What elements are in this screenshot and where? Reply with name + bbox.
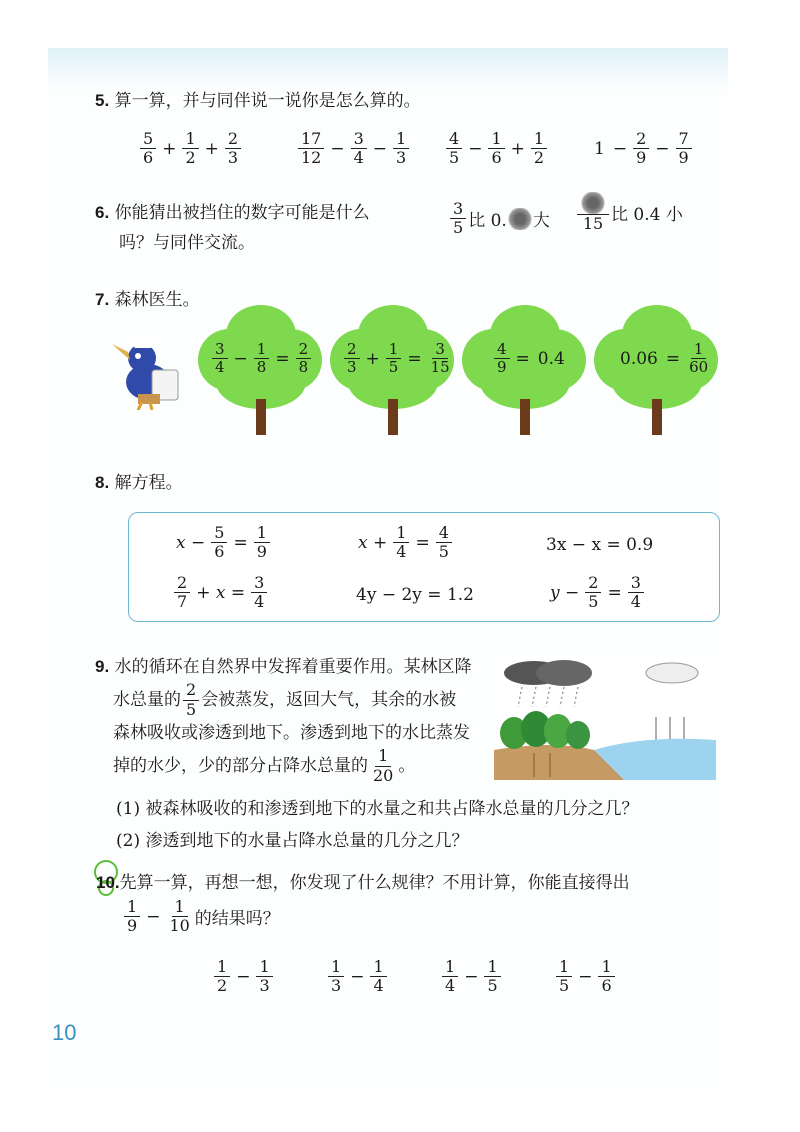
- fraction-denominator: 9: [127, 916, 138, 936]
- q10-text: 先算一算，再想一想，你发现了什么规律？不用计算，你能直接得出: [119, 873, 630, 893]
- q9-line-1: 水的循环在自然界中发挥着重要作用。某林区降: [114, 657, 472, 677]
- operator: −: [146, 906, 161, 927]
- hidden-numerator: [577, 192, 609, 215]
- fraction-denominator: 6: [143, 148, 154, 168]
- fraction-numerator: 3: [432, 341, 448, 359]
- fraction-denominator: 9: [636, 148, 647, 168]
- fraction-denominator: 4: [353, 148, 364, 168]
- operator: −: [350, 966, 365, 987]
- q7-number: 7.: [95, 290, 110, 309]
- fraction-numerator: 1: [556, 958, 572, 977]
- fraction-denominator: 15: [430, 358, 450, 377]
- fraction-denominator: 60: [689, 358, 709, 377]
- equals-sign: =: [607, 582, 622, 603]
- fraction-numerator: 17: [298, 130, 324, 149]
- header-band: [48, 48, 728, 90]
- fraction-denominator: 3: [259, 976, 270, 996]
- q10-line-2-text: 的结果吗？: [194, 909, 280, 930]
- equation-6: [546, 574, 646, 612]
- fraction-denominator: 9: [256, 542, 267, 562]
- fraction-numerator: 2: [174, 574, 190, 593]
- fraction-numerator: 2: [183, 681, 199, 700]
- fraction-denominator: 12: [301, 148, 322, 168]
- fraction-denominator: 2: [533, 148, 545, 168]
- operator: −: [236, 966, 251, 987]
- ink-blot-icon: [580, 192, 606, 214]
- fraction-numerator: 1: [691, 341, 707, 359]
- fraction-numerator: 4: [436, 524, 452, 543]
- fraction-denominator: 4: [445, 976, 456, 996]
- operator: −: [330, 138, 345, 159]
- fraction-denominator: 7: [177, 592, 188, 612]
- fraction-numerator: 1: [375, 747, 391, 766]
- fraction-numerator: 3: [351, 130, 367, 149]
- fraction-numerator: 1: [393, 130, 409, 149]
- equation-1: [172, 524, 272, 562]
- q9-number: 9.: [95, 657, 110, 676]
- q10-expression-4: [554, 958, 617, 996]
- q6-line-1: 你能猜出被挡住的数字可能是什么: [114, 203, 370, 223]
- operator: +: [204, 138, 219, 159]
- q5-number: 5.: [95, 91, 110, 110]
- water-cycle-illustration: [494, 655, 716, 780]
- fraction-denominator: 5: [449, 148, 460, 168]
- q8-heading: [95, 468, 183, 493]
- fraction-denominator: 2: [185, 148, 196, 168]
- q9-sub-question-1: (1) 被森林吸收的和渗透到地下的水量之和共占降水总量的几分之几？: [116, 799, 639, 819]
- q6-item-1-text: 比 0.: [468, 211, 507, 232]
- tree-1-equation: [210, 341, 313, 377]
- fraction-numerator: 2: [633, 130, 649, 149]
- fraction-numerator: 1: [256, 958, 272, 977]
- fraction-denominator: 3: [331, 976, 342, 996]
- fraction-denominator: 4: [630, 592, 641, 612]
- fraction-numerator: 3: [450, 200, 466, 219]
- fraction-numerator: 1: [182, 130, 198, 149]
- q9-line-2-start: 水总量的: [113, 690, 181, 710]
- fraction-denominator: 5: [559, 976, 570, 996]
- fraction-denominator: 20: [373, 765, 394, 785]
- equation-2: [354, 524, 454, 562]
- fraction-denominator: 3: [396, 148, 407, 168]
- fraction-numerator: 3: [251, 574, 267, 593]
- q5-expression-3: [444, 130, 549, 168]
- fraction-numerator: 1: [386, 341, 402, 359]
- fraction-numerator: 4: [446, 130, 462, 149]
- operator: −: [372, 138, 388, 159]
- fraction-denominator: 4: [373, 976, 384, 996]
- fraction-numerator: 4: [494, 341, 510, 359]
- fraction-denominator: 4: [254, 592, 265, 612]
- fraction-numerator: 1: [172, 898, 188, 917]
- q7-text: 森林医生。: [114, 290, 200, 310]
- equals-sign: =: [275, 348, 290, 369]
- ink-blot-icon: [507, 208, 533, 230]
- operator: −: [655, 138, 670, 159]
- fraction-numerator: 1: [254, 524, 270, 543]
- fraction-denominator: 5: [487, 976, 498, 996]
- decimal-value: 0.06: [620, 348, 658, 369]
- fraction-numerator: 1: [488, 130, 504, 149]
- fraction-denominator: 2: [217, 976, 228, 996]
- operator: −: [578, 966, 593, 987]
- tree-3: [462, 305, 587, 435]
- fraction-denominator: 9: [678, 148, 689, 168]
- q5-heading: [95, 86, 421, 111]
- operator: −: [233, 348, 248, 369]
- fraction-denominator: 5: [453, 218, 464, 238]
- operator: −: [468, 138, 483, 159]
- fraction-numerator: 1: [598, 958, 614, 977]
- q5-expression-2: [296, 130, 411, 168]
- q7-heading: [95, 285, 200, 310]
- q8-text: 解方程。: [114, 473, 183, 493]
- fraction-denominator: 6: [214, 542, 225, 562]
- equation-4: [172, 574, 269, 612]
- fraction-numerator: 2: [225, 130, 241, 149]
- equals-sign: =: [415, 532, 430, 553]
- operator: +: [365, 348, 380, 369]
- equals-sign: =: [233, 532, 248, 553]
- fraction-numerator: 2: [344, 341, 360, 359]
- q9-line-4-start: 掉的水少，少的部分占降水总量的: [113, 756, 368, 776]
- q6-line-2: 吗？与同伴交流。: [119, 233, 255, 253]
- q6-item-2: [575, 192, 683, 233]
- fraction-denominator: 8: [256, 358, 267, 377]
- q9-line-4-end: 。: [398, 756, 416, 776]
- q6-heading: [95, 198, 370, 258]
- whole-number: 1: [594, 138, 605, 159]
- fraction-denominator: 9: [497, 358, 507, 377]
- fraction-denominator: 4: [215, 358, 225, 377]
- fraction-denominator: 6: [601, 976, 612, 996]
- fraction-numerator: 7: [676, 130, 692, 149]
- fraction-numerator: 1: [328, 958, 344, 977]
- tree-2: [330, 305, 455, 435]
- equals-sign: =: [407, 348, 422, 369]
- q9-line-2-end: 会被蒸发，返回大气，其余的水被: [201, 690, 457, 710]
- equation-middle: + x =: [196, 582, 246, 603]
- q9-sub-question-2: (2) 渗透到地下的水量占降水总量的几分之几？: [116, 831, 469, 851]
- equation-prefix: x −: [176, 532, 206, 553]
- equation-3: 3x − x = 0.9: [546, 535, 654, 555]
- equation-prefix: x +: [358, 532, 388, 553]
- equals-sign: =: [665, 348, 681, 369]
- fraction-denominator: 6: [491, 148, 502, 168]
- q10-expression-1: [212, 958, 275, 996]
- fraction-denominator: 5: [186, 699, 197, 719]
- q10-line-2: [122, 898, 280, 936]
- woodpecker-doctor-icon: [108, 330, 186, 410]
- equation-5: 4y − 2y = 1.2: [356, 585, 474, 605]
- fraction-numerator: 1: [370, 958, 386, 977]
- fraction-denominator: 5: [588, 592, 599, 612]
- decimal-value: 0.4: [537, 348, 565, 369]
- q9-line-3: 森林吸收或渗透到地下。渗透到地下的水比蒸发: [113, 723, 470, 743]
- fraction-numerator: 3: [212, 341, 228, 359]
- fraction-numerator: 5: [211, 524, 227, 543]
- q10-expression-2: [326, 958, 389, 996]
- fraction-numerator: 1: [214, 958, 230, 977]
- fraction-denominator: 5: [438, 542, 449, 562]
- operator: −: [612, 138, 628, 159]
- tree-1: [198, 305, 323, 435]
- tree-2-equation: [342, 341, 455, 377]
- q5-expression-1: [138, 130, 243, 168]
- fraction-numerator: 5: [140, 130, 156, 149]
- tree-3-equation: [492, 341, 569, 377]
- q6-item-1-suffix: 大: [532, 211, 550, 232]
- fraction-denominator: 3: [227, 148, 239, 168]
- operator: +: [510, 138, 525, 159]
- operator: −: [464, 966, 479, 987]
- page-number: 10: [52, 1020, 77, 1045]
- q8-number: 8.: [95, 473, 110, 492]
- fraction-denominator: 8: [298, 358, 309, 377]
- q10-expression-3: [440, 958, 503, 996]
- operator: +: [162, 138, 177, 159]
- tree-4-equation: [616, 341, 713, 377]
- fraction-numerator: 1: [531, 130, 547, 149]
- fraction-denominator: 15: [582, 214, 604, 233]
- fraction-numerator: 1: [254, 341, 270, 359]
- q6-item-1: [448, 200, 550, 238]
- fraction-numerator: 1: [393, 524, 409, 543]
- fraction-numerator: 3: [628, 574, 644, 593]
- fraction-denominator: 4: [396, 542, 407, 562]
- fraction-numerator: 2: [296, 341, 312, 359]
- equation-prefix: y −: [550, 582, 580, 603]
- fraction-denominator: 5: [388, 358, 399, 377]
- tree-4: [594, 305, 719, 435]
- fraction-denominator: 3: [347, 358, 357, 377]
- fraction-numerator: 1: [124, 898, 140, 917]
- fraction-numerator: 1: [442, 958, 458, 977]
- equals-sign: =: [515, 348, 530, 369]
- q10-line-1: [96, 868, 630, 893]
- fraction-numerator: 1: [484, 958, 500, 977]
- q10-number: 10.: [96, 873, 120, 892]
- q5-expression-4: [590, 130, 694, 168]
- q6-item-2-text: 比 0.4 小: [611, 205, 683, 226]
- q6-number: 6.: [95, 203, 110, 222]
- fraction-numerator: 2: [585, 574, 601, 593]
- q9-paragraph: [95, 652, 495, 784]
- fraction-denominator: 10: [169, 916, 190, 936]
- q5-text: 算一算，并与同伴说一说你是怎么算的。: [114, 91, 421, 111]
